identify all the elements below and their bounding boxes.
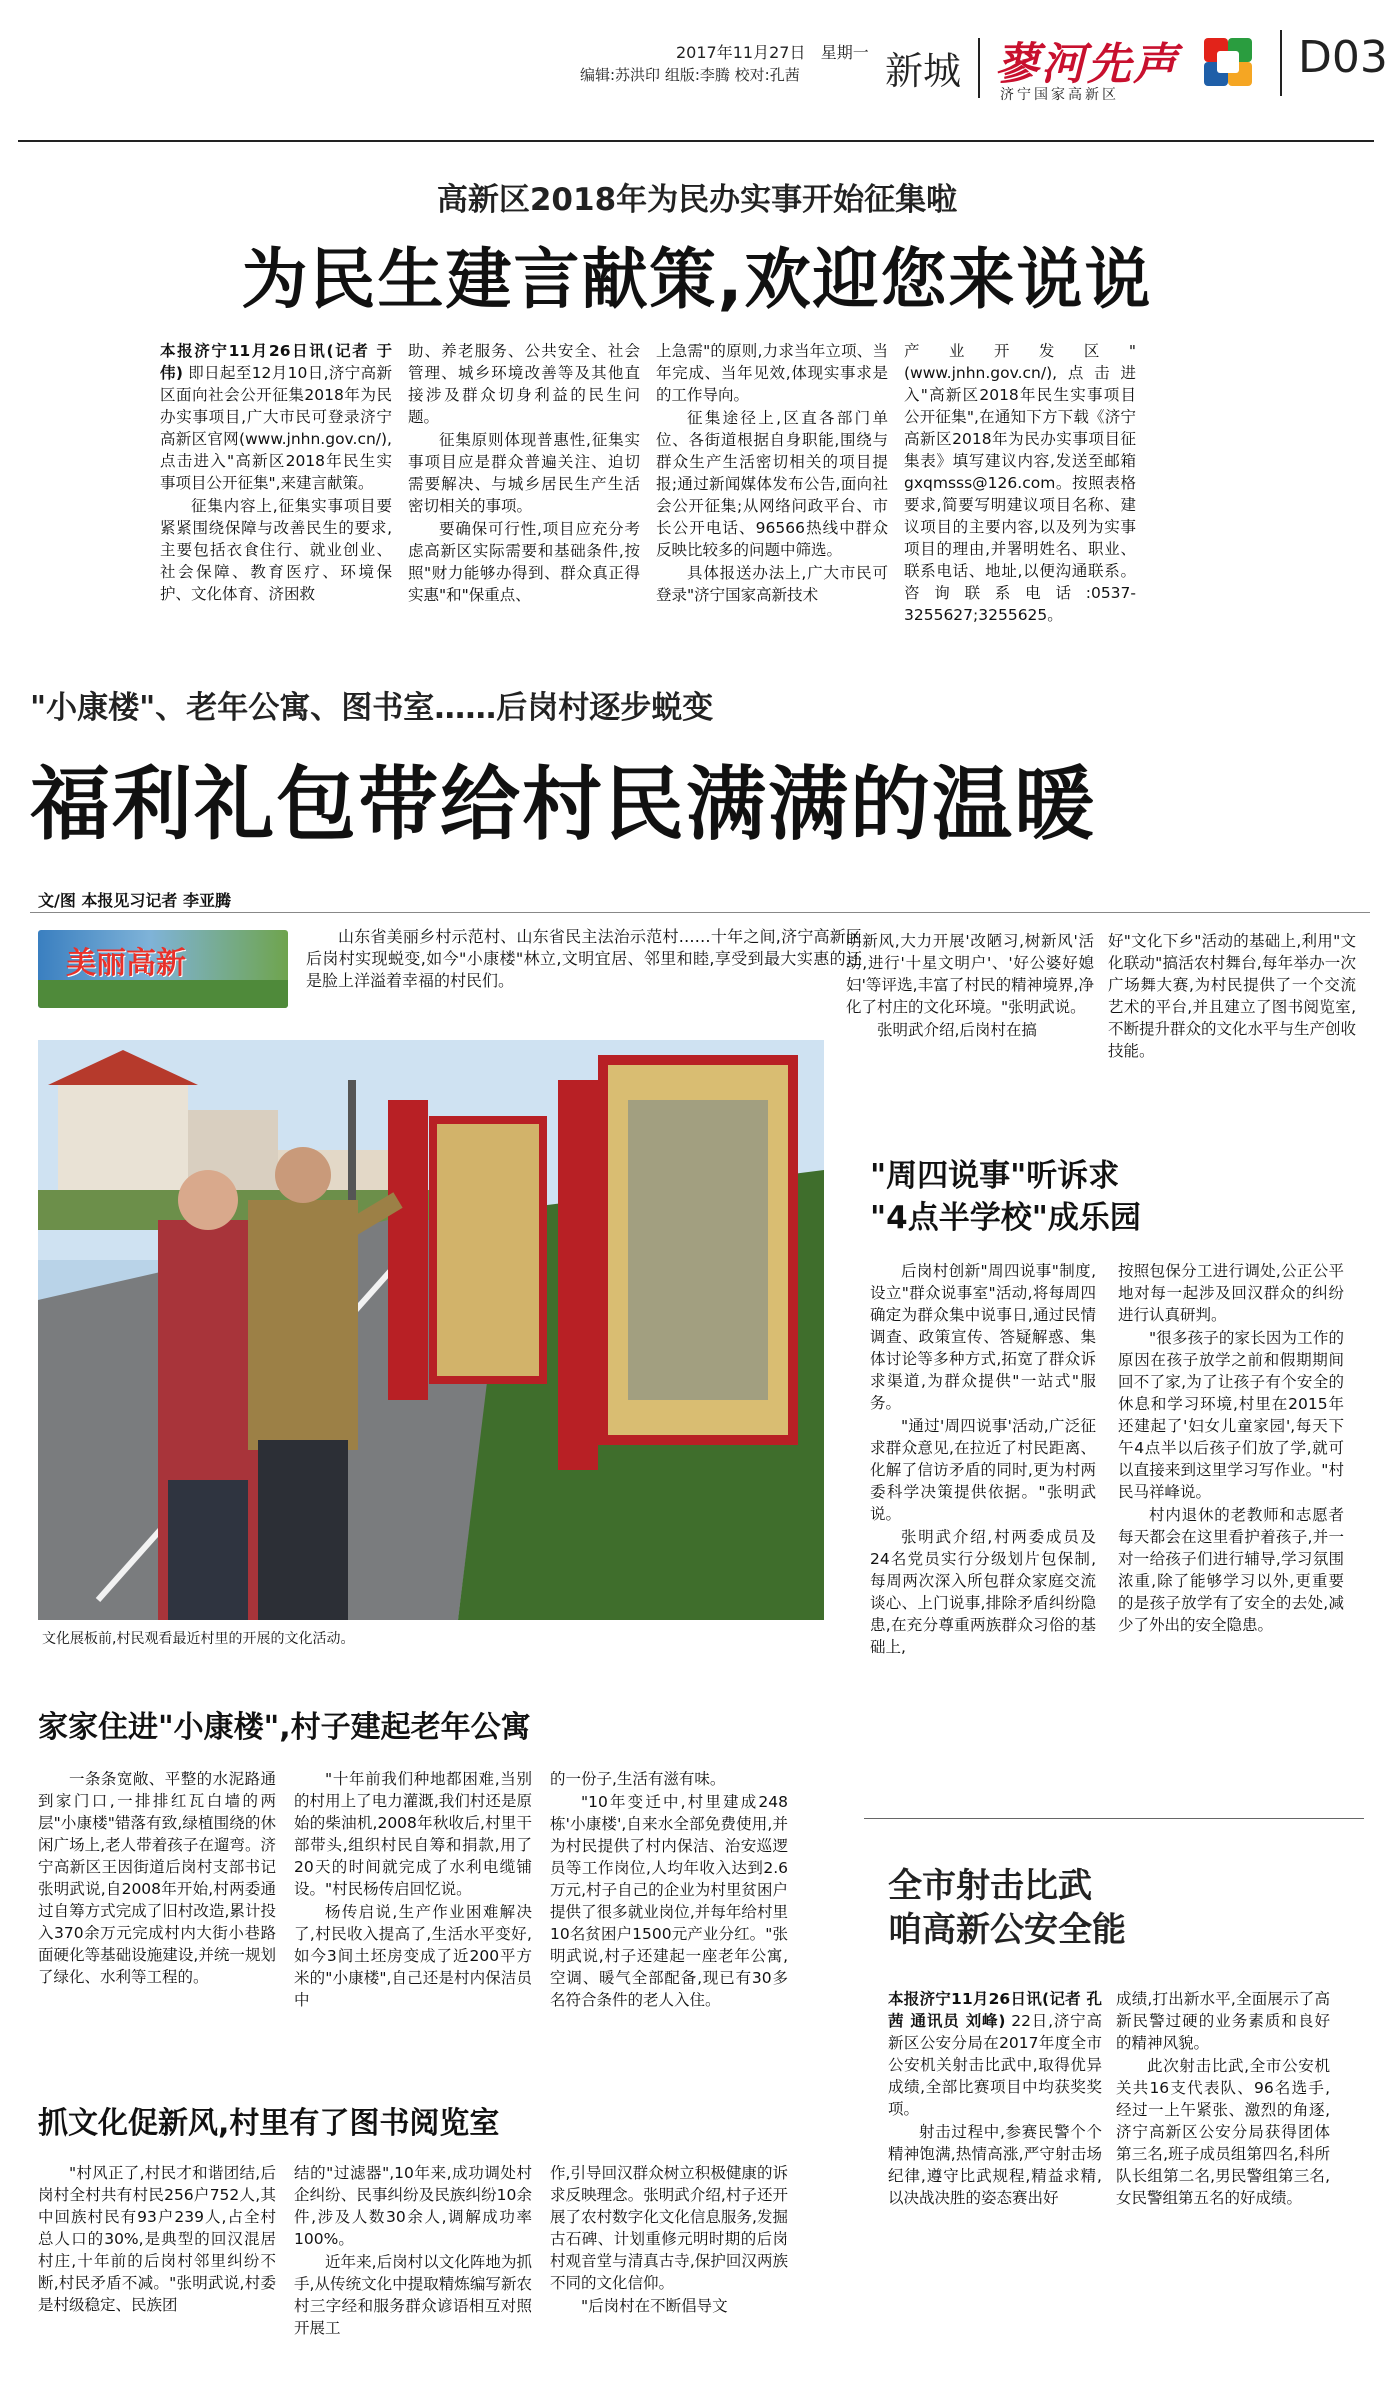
brand-subtitle: 济宁国家高新区 <box>1000 87 1119 103</box>
sub2-col-1: 一条条宽敞、平整的水泥路通到家门口,一排排红瓦白墙的两层"小康楼"错落有致,绿植围绕的休闲广场上,老人带着孩子在遛弯。济宁高新区王因街道后岗村支部书记张明武说,自2008年开始,村两委通过自筹方式完成了旧村改造,累计投入370余万元完成村内大街小巷路面硬化等基础设施建设,并统一规划了绿化、水利等工程的。 <box>38 1770 276 1986</box>
article2-byline: 文/图 本报见习记者 李亚腾 <box>38 891 231 910</box>
article1-kicker: 高新区2018年为民办实事开始征集啦 <box>436 182 958 218</box>
sub3-col-2: 结的"过滤器",10年来,成功调处村企纠纷、民事纠纷及民族纠纷10余件,涉及人数30余人,调解成功率100%。 近年来,后岗村以文化阵地为抓手,从传统文化中提取精炼编写新农村三字经和服务群众谚语相互对照开展工 <box>294 2164 532 2337</box>
sub2-col-3: 的一份子,生活有滋有味。 "10年变迁中,村里建成248栋'小康楼',自来水全部免费使用,并为村民提供了村内保洁、治安巡逻员等工作岗位,人均年收入达到2.6万元,村子自己的企业为村里贫困户提供了很多就业岗位,并每年给村里10名贫困户1500元产业分红。"张明武说,村子还建起一座老年公寓,空调、暖气全部配备,现已有30多名符合条件的老人入住。 <box>550 1770 788 2009</box>
sub2-col-2: "十年前我们种地都困难,当别的村用上了电力灌溉,我们村还是原始的柴油机,2008年秋收后,村里干部带头,组织村民自筹和捐款,用了20天的时间就完成了水利电缆铺设。"村民杨传启回忆说。 杨传启说,生产作业困难解决了,村民收入提高了,生活水平变好,如今3间土坯房变成了近200平方米的"小康楼",自己还是村内保洁员中 <box>294 1770 532 2009</box>
issue-date: 2017年11月27日 星期一 <box>676 43 869 62</box>
article1-col-3: 上急需"的原则,力求当年立项、当年完成、当年见效,体现实事求是的工作导向。 征集途径上,区直各部门单位、各街道根据自身职能,围绕与群众生产生活密切相关的项目提报;通过新闻媒体发布公告,面向社会公开征集;从网络问政平台、市长公开电话、96566热线中群众反映比较多的问题中筛选。 具体报送办法上,广大市民可登录"济宁国家高新技术 <box>656 342 888 604</box>
section-name: 新城 <box>885 49 962 93</box>
village-photo <box>38 1040 824 1620</box>
article3-col-2: 成绩,打出新水平,全面展示了高新民警过硬的业务素质和良好的精神风貌。 此次射击比武,全市公安机关共16支代表队、96名选手,经过一上午紧张、激烈的角逐,济宁高新区公安分局获得团体第三名,班子成员组第四名,科所队长组第二名,男民警组第三名,女民警组第五名的好成绩。 <box>1116 1990 1330 2207</box>
article1-headline: 为民生建言献策,欢迎您来说说 <box>241 241 1153 318</box>
sub1-line1: "周四说事"听诉求 <box>870 1158 1120 1194</box>
article1-col-4: 产业开发区"(www.jnhn.gov.cn/),点击进入"高新区2018年民生实事项目公开征集",在通知下方下载《济宁高新区2018年为民办实事项目征集表》填写建议内容,发送至邮箱gxqmsss@126.com。按照表格要求,简要写明建议项目名称、建议项目的主要内容,以及列为实事项目的理由,并署明姓名、职业、联系电话、地址,以便沟通联系。咨询联系电话:0537-3255627;3255625。 <box>904 342 1136 624</box>
column-label-text: 美丽高新 <box>66 946 186 981</box>
sub3-heading: 抓文化促新风,村里有了图书阅览室 <box>38 2106 500 2141</box>
sub1-col-2: 按照包保分工进行调处,公正公平地对每一起涉及回汉群众的纠纷进行认真研判。 "很多孩子的家长因为工作的原因在孩子放学之前和假期期间回不了家,为了让孩子有个安全的休息和学习环境,村里在2015年还建起了'妇女儿童家园',每天下午4点半以后孩子们放了学,就可以直接来到这里学习写作业。"村民马祥峰说。 村内退休的老教师和志愿者每天都会在这里看护着孩子,并一对一给孩子们进行辅导,学习氛围浓重,除了能够学习以外,更重要的是孩子放学有了安全的去处,减少了外出的安全隐患。 <box>1118 1262 1344 1634</box>
sub1-col-1: 后岗村创新"周四说事"制度,设立"群众说事室"活动,将每周四确定为群众集中说事日,通过民情调查、政策宣传、答疑解惑、集体讨论等多种方式,拓宽了群众诉求渠道,为群众提供"一站式"服务。 "通过'周四说事'活动,广泛征求群众意见,在拉近了村民距离、化解了信访矛盾的同时,更为村两委科学决策提供依据。"张明武说。 张明武介绍,村两委成员及24名党员实行分级划片包保制,每周两次深入所包群众家庭交流谈心、上门说事,排除矛盾纠纷隐患,在充分尊重两族群众习俗的基础上, <box>870 1262 1096 1656</box>
article2-right-col-2: 好"文化下乡"活动的基础上,利用"文化联动"搞活农村舞台,每年举办一次广场舞大赛,为村民提供了一个交流艺术的平台,并且建立了图书阅览室,不断提升群众的文化水平与生产创收技能。 <box>1108 932 1356 1060</box>
sub2-heading: 家家住进"小康楼",村子建起老年公寓 <box>38 1710 531 1745</box>
article3-col-1: 本报济宁11月26日讯(记者 孔茜 通讯员 刘峰) 22日,济宁高新区公安分局在2017年度全市公安机关射击比武中,取得优异成绩,全部比赛项目中均获奖奖项。 射击过程中,参赛民警个个精神饱满,热情高涨,严守射击场纪律,遵守比武规程,精益求精,以决战决胜的姿态赛出好 <box>888 1990 1102 2207</box>
article1-p-1-2: 征集内容上,征集实事项目要紧紧围绕保障与改善民生的要求,主要包括衣食住行、就业创业、社会保障、教育医疗、环境保护、文化体育、济困救 <box>160 497 392 603</box>
article2-intro: 山东省美丽乡村示范村、山东省民主法治示范村……十年之间,济宁高新区后岗村实现蜕变,如今"小康楼"林立,文明宜居、邻里和睦,享受到最大实惠的还是脸上洋溢着幸福的村民们。 <box>306 927 862 990</box>
article1-p-1-1: 本报济宁11月26日讯(记者 于伟) 即日起至12月10日,济宁高新区面向社会公开征集2018年为民办实事项目,广大市民可登录济宁高新区官网(www.jnhn.gov.cn/),点击进入"高新区2018年民生实事项目公开征集",来建言献策。 <box>160 342 392 492</box>
photo-caption: 文化展板前,村民观看最近村里的开展的文化活动。 <box>42 1631 355 1647</box>
sub1-line2: "4点半学校"成乐园 <box>870 1200 1141 1236</box>
logo-icon <box>1200 34 1256 90</box>
article1-col-2: 助、养老服务、公共安全、社会管理、城乡环境改善等及其他直接涉及群众切身利益的民生问题。 征集原则体现普惠性,征集实事项目应是群众普遍关注、迫切需要解决、与城乡居民生产生活密切相关的事项。 要确保可行性,项目应充分考虑高新区实际需要和基础条件,按照"财力能够办得到、群众真正得实惠"和"保重点、 <box>408 342 640 604</box>
article3-headline-2: 咱高新公安全能 <box>888 1910 1126 1950</box>
article2-kicker: "小康楼"、老年公寓、图书室……后岗村逐步蜕变 <box>30 690 714 726</box>
article2-headline: 福利礼包带给村民满满的温暖 <box>30 758 1096 851</box>
article3-headline-1: 全市射击比武 <box>888 1866 1092 1906</box>
article1-col-1 <box>160 340 392 642</box>
page-number: D03 <box>1298 32 1388 83</box>
editors-line: 编辑:苏洪印 组版:李腾 校对:孔茜 <box>580 66 800 84</box>
sub3-col-3: 作,引导回汉群众树立积极健康的诉求反映理念。张明武介绍,村子还开展了农村数字化文化信息服务,发掘古石碑、计划重修元明时期的后岗村观音堂与清真古寺,保护回汉两族不同的文化信仰。 "后岗村在不断倡导文 <box>550 2164 788 2315</box>
article2-right-col-1: 明新风,大力开展'改陋习,树新风'活动,进行'十星文明户'、'好公婆好媳妇'等评选,丰富了村民的精神境界,净化了村庄的文化环境。"张明武说。 张明武介绍,后岗村在搞 <box>846 932 1094 1039</box>
column-label-banner <box>38 930 288 1008</box>
sub3-col-1: "村风正了,村民才和谐团结,后岗村全村共有村民256户752人,其中回族村民有93户239人,占全村总人口的30%,是典型的回汉混居村庄,十年前的后岗村邻里纠纷不断,村民矛盾不减。"张明武说,村委是村级稳定、民族团 <box>38 2164 276 2314</box>
brand-name: 蓼河先声 <box>995 39 1179 90</box>
